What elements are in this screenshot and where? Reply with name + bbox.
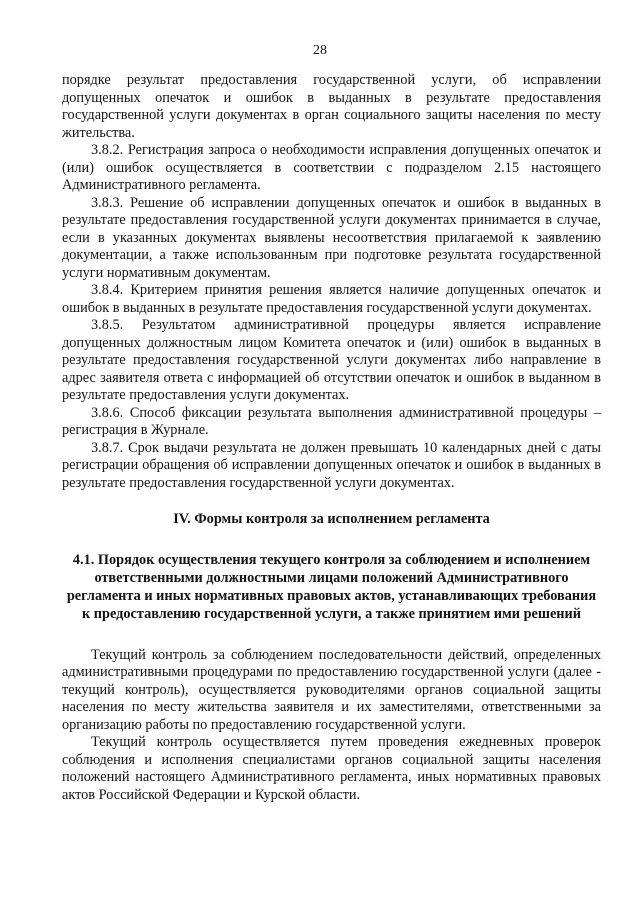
- paragraph-continuation: порядке результат предоставления государственной услуги, об исправлении допущенных опечаток и ошибок в выданных в результате предоставления государственной услуги документах в орган социального защиты населения по месту жительства.: [62, 72, 601, 141]
- paragraph-3-8-5: 3.8.5. Результатом административной процедуры является исправление допущенных должностным лицом Комитета опечаток и (или) ошибок в выданных в результате предоставления государственной услуги документах либо направление в адрес заявителя ответа с информацией об отсутствии опечаток и ошибок в выданном в результате предоставления услуги документах.: [62, 317, 601, 403]
- page-number: 28: [313, 43, 327, 58]
- paragraph-3-8-2: 3.8.2. Регистрация запроса о необходимости исправления допущенных опечаток и (или) ошибок осуществляется в соответствии с подразделом 2.15 настоящего Административного регламента.: [62, 142, 601, 193]
- paragraph-3-8-6: 3.8.6. Способ фиксации результата выполнения административной процедуры – регистрация в Журнале.: [62, 404, 601, 438]
- paragraph-3-8-7: 3.8.7. Срок выдачи результата не должен превышать 10 календарных дней с даты регистрации обращения об исправлении допущенных опечаток и ошибок в выданных в результате предоставления государственной услуги документах.: [62, 439, 601, 491]
- section-heading: IV. Формы контроля за исполнением регламента: [173, 511, 490, 527]
- paragraph-3-8-3: 3.8.3. Решение об исправлении допущенных опечаток и ошибок в выданных в результате предоставления государственной услуги документах принимается в случае, если в указанных документах выявлены несоответствия прилагаемой к заявлению документации, а также использованным при подготовке результата государственной услуги нормативным документам.: [62, 194, 601, 281]
- paragraph-3-8-4: 3.8.4. Критерием принятия решения является наличие допущенных опечаток и ошибок в выданных в результате предоставления государственной услуги документах.: [62, 282, 601, 316]
- paragraph-control-1: Текущий контроль за соблюдением последовательности действий, определенных административными процедурами по предоставлению государственной услуги (далее - текущий контроль), осуществляется руководителями органов социальной защиты населения по месту жительства заявителя и их заместителями, ответственными за организацию работы по предоставлению государственной услуги.: [62, 646, 601, 733]
- page-content: [62, 72, 601, 804]
- paragraph-control-2: Текущий контроль осуществляется путем проведения ежедневных проверок соблюдения и исполнения специалистами органов социальной защиты населения положений настоящего Административного регламента, иных нормативных правовых актов Российской Федерации и Курской области.: [62, 734, 601, 803]
- subsection-heading: 4.1. Порядок осуществления текущего контроля за соблюдением и исполнением ответственными должностными лицами положений Административного регламента и иных нормативных правовых актов, устанавливающих требования к предоставлению государственной услуги, а также принятием ими решений: [66, 551, 597, 622]
